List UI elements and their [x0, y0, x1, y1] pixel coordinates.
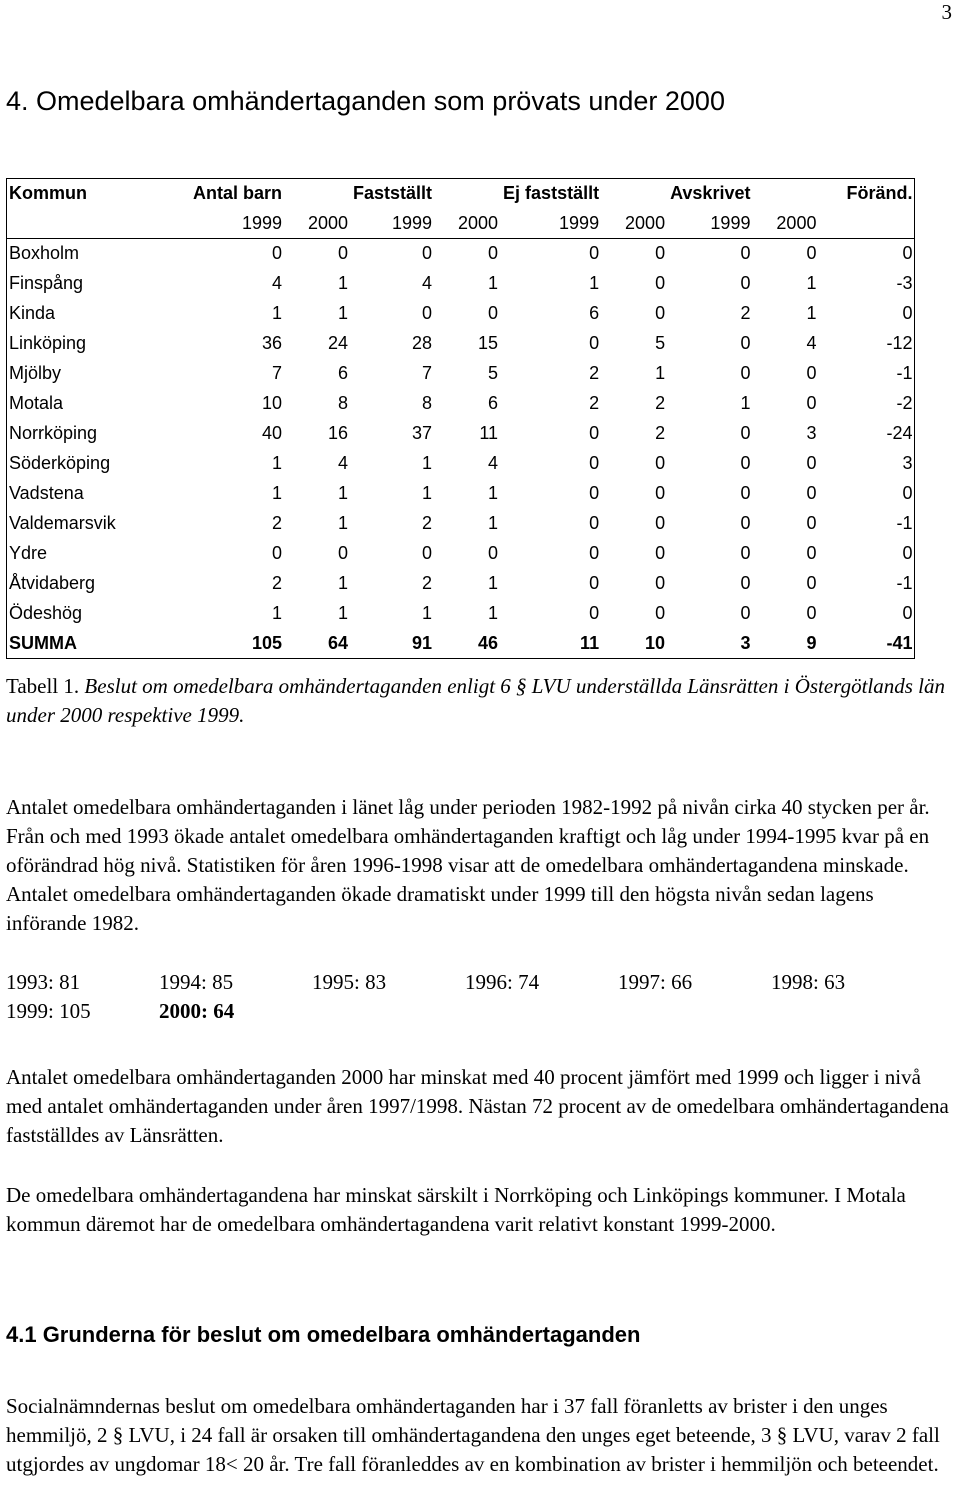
table-row: [7, 449, 915, 479]
table-cell: 1: [338, 483, 349, 503]
caption-label: Tabell 1.: [6, 674, 80, 698]
table-header-row: [7, 179, 915, 209]
table-cell: [435, 179, 501, 209]
table-cell-label: Mjölby: [7, 359, 191, 389]
caption-text: Beslut om omedelbara omhändertaganden enligt 6 § LVU underställda Länsrätten i Östergötlands län under 2000 respektive 1999.: [6, 674, 946, 727]
statistics-table-container: [6, 178, 915, 659]
table-cell: 9: [753, 629, 819, 659]
subsection-heading: 4.1 Grunderna för beslut om omedelbara omhändertaganden: [6, 1322, 641, 1347]
table-row: [7, 269, 915, 299]
table-row: [7, 359, 915, 389]
table-cell: 11: [501, 629, 602, 659]
table-cell: 8: [351, 389, 435, 419]
table-cell: 0: [655, 243, 666, 263]
table-cell-label: Ödeshög: [7, 599, 191, 629]
table-cell: 6: [501, 299, 602, 329]
table-cell: 0: [655, 573, 666, 593]
table-cell: 4: [488, 453, 499, 473]
table-cell: 4: [351, 269, 435, 299]
statistics-table: [6, 178, 915, 659]
table-cell: 2000: [285, 209, 351, 239]
table-cell: 6: [488, 393, 499, 413]
table-cell: 28: [351, 329, 435, 359]
table-cell: -24: [819, 419, 915, 449]
table-cell: Ej fastställt: [501, 179, 602, 209]
table-cell: 0: [668, 509, 753, 539]
table-cell: 16: [327, 423, 349, 443]
table-cell: -12: [819, 329, 915, 359]
table-cell-label: Söderköping: [7, 449, 191, 479]
table-cell: 1: [191, 599, 285, 629]
table-cell: [819, 209, 915, 239]
table-cell: 6: [338, 363, 349, 383]
table-cell: 1: [191, 299, 285, 329]
table-cell: 0: [191, 239, 285, 269]
table-row: [7, 329, 915, 359]
table-cell: 1: [488, 573, 499, 593]
table-row: [7, 569, 915, 599]
table-cell: 1: [351, 479, 435, 509]
table-cell: 105: [191, 629, 285, 659]
table-cell-label: SUMMA: [7, 629, 191, 659]
paragraph-trend: Antalet omedelbara omhändertaganden i länet låg under perioden 1982-1992 på nivån cirka 40 stycken per år. Från och med 1993 ökade antalet omedelbara omhändertaganden kraftigt och låg under 1994-1995 kvar på en oförändrad hög nivå. Statistiken för åren 1996-1998 visar att de omedelbara omhändertagandena minskade. Antalet omedelbara omhändertaganden ökade dramatiskt under 1999 till den högsta nivån sedan lagens införande 1982.: [6, 795, 930, 935]
table-cell: 0: [819, 599, 915, 629]
table-cell: -1: [819, 359, 915, 389]
table-cell: 64: [285, 629, 351, 659]
table-cell: 2: [501, 359, 602, 389]
table-cell: 0: [806, 603, 817, 623]
table-cell: 1: [655, 363, 666, 383]
table-cell: 1: [338, 513, 349, 533]
table-cell: 3: [668, 629, 753, 659]
table-cell: 0: [351, 539, 435, 569]
table-row: [7, 389, 915, 419]
yearly-counts: [6, 968, 924, 1026]
table-cell: Antal barn: [191, 179, 285, 209]
table-cell: 1: [191, 479, 285, 509]
table-cell: 0: [806, 513, 817, 533]
table-cell: 0: [501, 479, 602, 509]
table-cell: 0: [806, 453, 817, 473]
table-cell: Avskrivet: [668, 179, 753, 209]
table-cell-label: Kinda: [7, 299, 191, 329]
table-row: [7, 299, 915, 329]
table-cell: 7: [351, 359, 435, 389]
table-cell: 10: [191, 389, 285, 419]
year-count: 1995: 83: [312, 970, 387, 994]
table-cell: 0: [191, 539, 285, 569]
table-row: [7, 539, 915, 569]
table-cell-label: Finspång: [7, 269, 191, 299]
table-cell-label: Kommun: [7, 179, 191, 209]
table-cell: 0: [819, 299, 915, 329]
table-cell: 1: [806, 303, 817, 323]
year-count: 1993: 81: [6, 970, 81, 994]
table-cell: 1999: [351, 209, 435, 239]
table-cell: Fastställt: [351, 179, 435, 209]
table-cell: 0: [655, 513, 666, 533]
table-cell: 2: [668, 299, 753, 329]
table-cell: 4: [191, 269, 285, 299]
table-cell: 1: [488, 603, 499, 623]
table-cell: 5: [655, 333, 666, 353]
table-cell: 91: [351, 629, 435, 659]
table-cell: 0: [501, 569, 602, 599]
table-cell: 1: [338, 303, 349, 323]
table-cell: 1: [501, 269, 602, 299]
year-count: 1996: 74: [465, 970, 540, 994]
table-cell: 1: [488, 273, 499, 293]
table-cell: 15: [478, 333, 499, 353]
table-cell-label: Vadstena: [7, 479, 191, 509]
table-cell: 36: [191, 329, 285, 359]
table-cell: 0: [655, 603, 666, 623]
table-cell: 1: [191, 449, 285, 479]
paragraph-municipalities: De omedelbara omhändertagandena har minskat särskilt i Norrköping och Linköpings kommuner. I Motala kommun däremot har de omedelbara omhändertagandena varit relativt konstant 1999-2000.: [6, 1183, 906, 1236]
table-cell: 0: [668, 269, 753, 299]
table-cell: 0: [668, 599, 753, 629]
table-cell: 40: [191, 419, 285, 449]
table-cell: 2: [191, 569, 285, 599]
table-cell-label: Valdemarsvik: [7, 509, 191, 539]
table-cell: 0: [351, 239, 435, 269]
table-cell: 0: [819, 479, 915, 509]
table-cell-label: Åtvidaberg: [7, 569, 191, 599]
table-cell: 2000: [602, 209, 668, 239]
table-cell-label: Norrköping: [7, 419, 191, 449]
table-cell: 7: [191, 359, 285, 389]
table-cell: -2: [819, 389, 915, 419]
table-cell: 1: [488, 513, 499, 533]
year-count-current: 2000: 64: [159, 999, 235, 1023]
table-cell: [602, 179, 668, 209]
paragraph-grounds: Socialnämndernas beslut om omedelbara omhändertaganden har i 37 fall föranletts av brister i den unges hemmiljö, 2 § LVU, i 24 fall är orsaken till omhändertagandena den unges eget beteende, 3 § LVU, varav 2 fall utgjordes av ungdomar 18< 20 år. Tre fall föranleddes av en kombination av brister i hemmiljön och beteendet.: [6, 1394, 940, 1476]
table-cell: -3: [819, 269, 915, 299]
table-cell: -1: [819, 509, 915, 539]
table-row: [7, 479, 915, 509]
table-cell: 11: [479, 423, 499, 443]
table-cell: 1: [351, 599, 435, 629]
table-cell: 0: [655, 303, 666, 323]
table-cell: Föränd.: [819, 179, 915, 209]
table-cell: 3: [806, 423, 817, 443]
table-row: [7, 509, 915, 539]
table-cell: 2: [351, 569, 435, 599]
table-cell: 0: [501, 239, 602, 269]
table-cell: -41: [819, 629, 915, 659]
table-cell: 2000: [435, 209, 501, 239]
table-cell: 37: [351, 419, 435, 449]
table-cell-label: [7, 209, 191, 239]
table-cell: 1: [338, 273, 349, 293]
table-cell: 0: [806, 393, 817, 413]
table-cell: 24: [327, 333, 349, 353]
table-cell: 2: [655, 393, 666, 413]
year-count: 1997: 66: [618, 970, 693, 994]
year-count: 1999: 105: [6, 999, 91, 1023]
table-row: [7, 419, 915, 449]
table-cell: 0: [501, 539, 602, 569]
year-count: 1994: 85: [159, 970, 234, 994]
table-cell: 0: [819, 539, 915, 569]
table-cell: 0: [488, 303, 499, 323]
table-cell: 0: [655, 483, 666, 503]
table-cell: 0: [819, 239, 915, 269]
table-cell-label: Boxholm: [7, 239, 191, 269]
table-cell: 1999: [501, 209, 602, 239]
yearly-counts-row-2: [6, 997, 924, 1026]
table-cell: 1999: [191, 209, 285, 239]
table-cell: 0: [501, 329, 602, 359]
table-cell: 0: [668, 539, 753, 569]
paragraph-2000-comparison: Antalet omedelbara omhändertaganden 2000 har minskat med 40 procent jämfört med 1999 och ligger i nivå med antalet omhändertaganden under åren 1997/1998. Nästan 72 procent av de omedelbara omhändertagandena fastställdes av Länsrätten.: [6, 1065, 949, 1147]
year-count: 1998: 63: [771, 970, 846, 994]
table-cell: 1: [668, 389, 753, 419]
table-cell: 0: [806, 483, 817, 503]
table-cell: 0: [806, 543, 817, 563]
table-cell: 46: [435, 629, 501, 659]
table-cell: 0: [668, 569, 753, 599]
table-cell: 4: [806, 333, 817, 353]
table-cell: 0: [655, 453, 666, 473]
table-cell: 0: [668, 239, 753, 269]
table-cell: 0: [488, 543, 499, 563]
table-cell: 0: [806, 573, 817, 593]
table-cell: 4: [338, 453, 349, 473]
table-cell-label: Linköping: [7, 329, 191, 359]
table-cell: 0: [668, 329, 753, 359]
section-heading: 4. Omedelbara omhändertaganden som prövats under 2000: [6, 86, 725, 116]
table-cell: 1: [488, 483, 499, 503]
table-cell: 0: [488, 243, 499, 263]
table-cell: [285, 179, 351, 209]
table-cell: 0: [668, 419, 753, 449]
table-cell: 0: [501, 599, 602, 629]
table-caption: [6, 672, 954, 730]
table-subheader-row: [7, 209, 915, 239]
table-cell: 0: [501, 509, 602, 539]
table-cell: -1: [819, 569, 915, 599]
table-cell: 0: [351, 299, 435, 329]
table-cell: 5: [488, 363, 499, 383]
yearly-counts-row-1: [6, 968, 924, 997]
table-total-row: [7, 629, 915, 659]
page-number: 3: [941, 0, 952, 24]
table-cell: 3: [819, 449, 915, 479]
table-row: [7, 599, 915, 629]
table-cell: 0: [338, 543, 349, 563]
table-cell: 1999: [668, 209, 753, 239]
table-cell: 2: [191, 509, 285, 539]
table-cell: 0: [668, 359, 753, 389]
table-row: [7, 239, 915, 269]
table-cell: [753, 179, 819, 209]
table-cell: 0: [655, 273, 666, 293]
table-cell: 0: [338, 243, 349, 263]
table-cell: 0: [806, 243, 817, 263]
table-cell: 10: [602, 629, 668, 659]
table-cell: 2000: [753, 209, 819, 239]
table-cell: 0: [668, 479, 753, 509]
table-cell: 0: [501, 449, 602, 479]
table-cell: 1: [338, 603, 349, 623]
table-cell: 1: [806, 273, 817, 293]
table-cell: 2: [655, 423, 666, 443]
table-cell: 0: [806, 363, 817, 383]
table-cell: 8: [338, 393, 349, 413]
table-cell: 1: [338, 573, 349, 593]
table-cell: 0: [501, 419, 602, 449]
table-cell-label: Ydre: [7, 539, 191, 569]
table-cell: 0: [668, 449, 753, 479]
table-cell: 0: [655, 543, 666, 563]
table-cell-label: Motala: [7, 389, 191, 419]
table-cell: 2: [501, 389, 602, 419]
table-cell: 1: [351, 449, 435, 479]
table-cell: 2: [351, 509, 435, 539]
